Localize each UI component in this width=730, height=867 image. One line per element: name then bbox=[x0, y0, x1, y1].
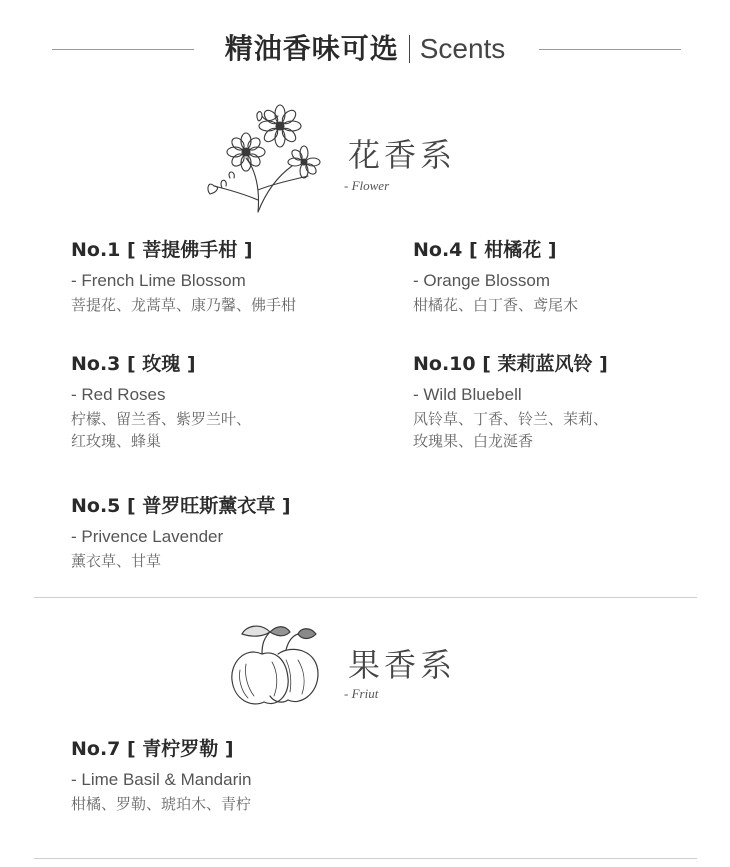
section-header bbox=[0, 22, 730, 76]
scent-name: No.7 [ 青柠罗勒 ] bbox=[71, 738, 234, 760]
scent-name: No.5 [ 普罗旺斯薰衣草 ] bbox=[71, 495, 291, 517]
scent-notes bbox=[71, 294, 371, 316]
scent-item-no10 bbox=[413, 352, 713, 452]
header-rule-right bbox=[539, 49, 681, 50]
scent-english: - French Lime Blossom bbox=[71, 271, 246, 290]
page-title bbox=[215, 30, 515, 68]
floral-category-header bbox=[0, 100, 730, 220]
scent-notes-line: 风铃草、丁香、铃兰、茉莉、 bbox=[413, 410, 609, 428]
fruit-category-subtitle: - Friut bbox=[344, 686, 379, 701]
fruit-category-header bbox=[0, 618, 730, 718]
scent-item-no7 bbox=[71, 737, 371, 815]
apple-sketch-icon bbox=[226, 620, 326, 710]
fruit-category-title: 果香系 bbox=[348, 646, 457, 684]
scent-name: No.3 [ 玫瑰 ] bbox=[71, 353, 196, 375]
scent-notes-line: 柑橘花、白丁香、鸢尾木 bbox=[413, 296, 579, 314]
page-title-zh: 精油香味可选 bbox=[224, 32, 399, 65]
scent-notes bbox=[71, 550, 371, 572]
scent-notes bbox=[413, 408, 713, 452]
scent-item-no3 bbox=[71, 352, 371, 452]
scent-notes-line: 红玫瑰、蜂巢 bbox=[71, 432, 162, 450]
floral-category-title: 花香系 bbox=[348, 136, 457, 174]
scent-notes-line: 柠檬、留兰香、紫罗兰叶、 bbox=[71, 410, 252, 428]
floral-category-subtitle: - Flower bbox=[344, 178, 390, 193]
page-title-en: Scents bbox=[419, 33, 506, 64]
section-divider bbox=[34, 597, 697, 598]
scent-notes-line: 薰衣草、甘草 bbox=[71, 552, 162, 570]
scent-english: - Wild Bluebell bbox=[413, 385, 522, 404]
scent-english: - Lime Basil & Mandarin bbox=[71, 770, 252, 789]
scent-english: - Orange Blossom bbox=[413, 271, 550, 290]
scent-notes bbox=[71, 408, 371, 452]
scent-notes bbox=[71, 793, 371, 815]
scent-item-no4 bbox=[413, 238, 713, 316]
scent-notes bbox=[413, 294, 713, 316]
scent-name: No.10 [ 茉莉蓝风铃 ] bbox=[413, 353, 608, 375]
title-separator bbox=[409, 35, 410, 63]
scent-notes-line: 玫瑰果、白龙涎香 bbox=[413, 432, 534, 450]
scent-name: No.4 [ 柑橘花 ] bbox=[413, 239, 557, 261]
scent-item-no5 bbox=[71, 494, 371, 572]
bottom-divider bbox=[34, 858, 697, 859]
scent-item-no1 bbox=[71, 238, 371, 316]
scent-english: - Privence Lavender bbox=[71, 527, 224, 546]
scent-english: - Red Roses bbox=[71, 385, 166, 404]
header-rule-left bbox=[52, 49, 194, 50]
scent-notes-line: 柑橘、罗勒、琥珀木、青柠 bbox=[71, 795, 252, 813]
scent-name: No.1 [ 菩提佛手柑 ] bbox=[71, 239, 253, 261]
scent-notes-line: 菩提花、龙蒿草、康乃馨、佛手柑 bbox=[71, 296, 297, 314]
cosmos-flower-sketch-icon bbox=[200, 100, 330, 215]
